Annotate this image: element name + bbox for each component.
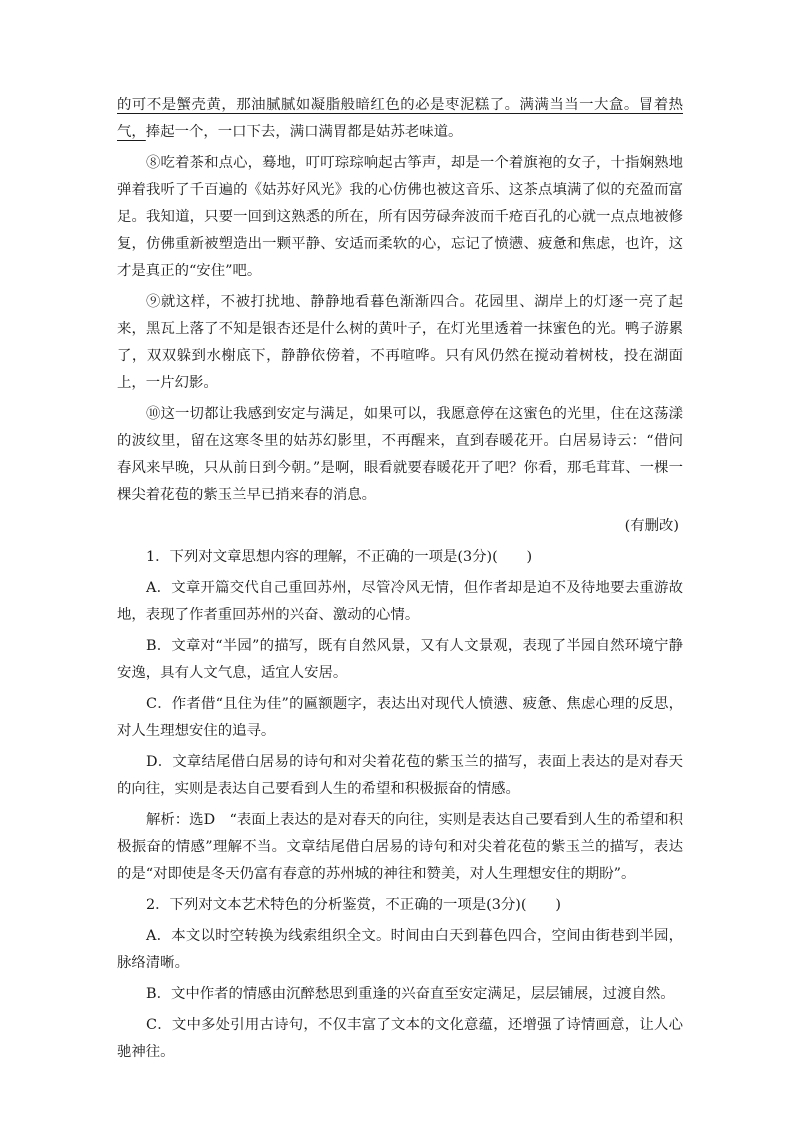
source-note: (有删改): [624, 518, 679, 534]
document-page: [117, 92, 683, 1066]
question-1-option-c: C．作者借“且住为佳”的匾额题字，表达出对现代人愤懑、疲惫、焦虑心理的反思，对人生理想安住的追寻。: [117, 696, 683, 739]
underlined-text: 的可不是蟹壳黄，那油腻腻如凝脂般暗红色的必是枣泥糕了。满满当当一大盒。冒着热气，: [117, 97, 683, 140]
paragraph-8: ⑧吃着茶和点心，蓦地，叮叮琮琮响起古筝声，却是一个着旗袍的女子，十指娴熟地弹着我听了千百遍的《姑苏好风光》我的心仿佛也被这音乐、这茶点填满了似的充盈而富足。我知道，只要一回到这熟悉的所在，所有因劳碌奔波而千疮百孔的心就一点点地被修复，仿佛重新被塑造出一颗平静、安适而柔软的心，忘记了愤懑、疲惫和焦虑，也许，这才是真正的“安住”吧。: [117, 155, 683, 279]
continued-text: 捧起一个，一口下去，满口满胃都是姑苏老味道。: [145, 124, 463, 140]
paragraph-10: ⑩这一切都让我感到安定与满足，如果可以，我愿意停在这蜜色的光里，住在这荡漾的波纹里，留在这寒冬里的姑苏幻影里，不再醒来，直到春暖花开。白居易诗云：“借问春风来早晚，只从前日到今朝。”是啊，眼看就要春暖花开了吧？你看，那毛茸茸、一棵一棵尖着花苞的紫玉兰早已捎来春的消息。: [117, 406, 683, 503]
continued-paragraph: [117, 92, 683, 146]
question-2-option-b: B．文中作者的情感由沉醉愁思到重逢的兴奋直至安定满足，层层铺展，过渡自然。: [146, 986, 675, 1002]
question-1-option-d: D．文章结尾借白居易的诗句和对尖着花苞的紫玉兰的描写，表面上表达的是对春天的向往，实则是表达自己要看到人生的希望和积极振奋的情感。: [117, 754, 683, 797]
question-2-option-c: C．文中多处引用古诗句，不仅丰富了文本的文化意蕴，还增强了诗情画意，让人心驰神往。: [117, 1017, 683, 1060]
paragraph-9: ⑨就这样，不被打扰地、静静地看暮色渐渐四合。花园里、湖岸上的灯逐一亮了起来，黑瓦上落了不知是银杏还是什么树的黄叶子，在灯光里透着一抹蜜色的光。鸭子游累了，双双躲到水榭底下，静静依傍着，不再喧哗。只有风仍然在搅动着树枝，投在湖面上，一片幻影。: [117, 294, 683, 391]
question-1-option-a: A．文章开篇交代自己重回苏州，尽管冷风无情，但作者却是迫不及待地要去重游故地，表现了作者重回苏州的兴奋、激动的心情。: [117, 580, 683, 623]
question-1-analysis: 解析：选D “表面上表达的是对春天的向往，实则是表达自己要看到人生的希望和积极振奋的情感”理解不当。文章结尾借白居易的诗句和对尖着花苞的紫玉兰的描写，表达的是“对即使是冬天仍富有春意的苏州城的神往和赞美，对人生理想安住的期盼”。: [117, 812, 683, 882]
question-1-option-b: B．文章对“半园”的描写，既有自然风景，又有人文景观，表现了半园自然环境宁静安逸，具有人文气息，适宜人安居。: [117, 638, 683, 681]
question-2-option-a: A．本文以时空转换为线索组织全文。时间由白天到暮色四合，空间由街巷到半园，脉络清晰。: [117, 928, 683, 971]
question-1-stem: 1．下列对文章思想内容的理解，不正确的一项是(3分)( ): [146, 549, 533, 565]
question-2-stem: 2．下列对文本艺术特色的分析鉴赏，不正确的一项是(3分)( ): [146, 897, 561, 913]
